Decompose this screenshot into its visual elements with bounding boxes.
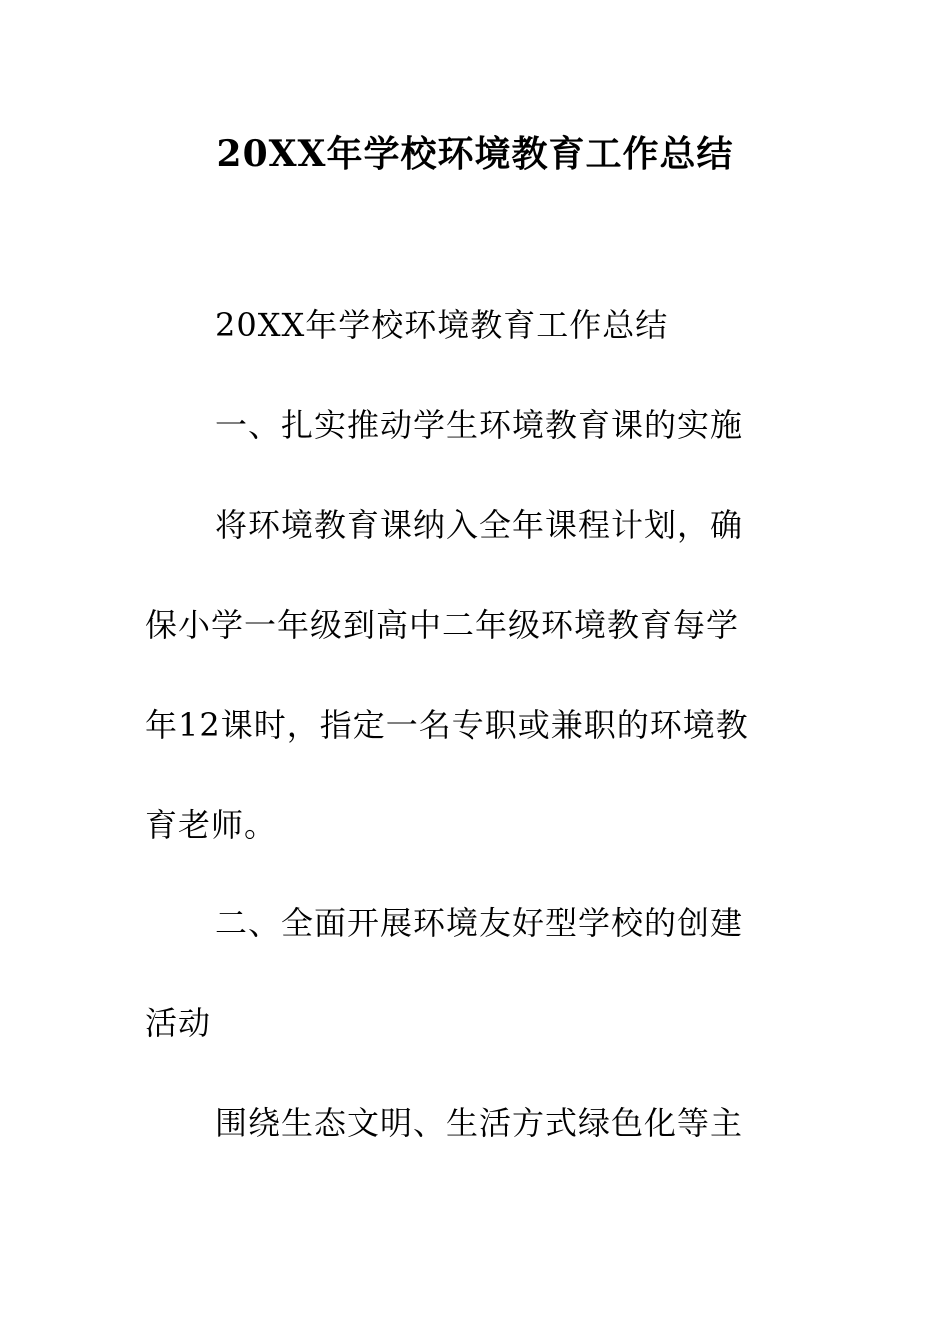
paragraph-line: 育老师。 (145, 806, 278, 844)
section-heading-1: 一、扎实推动学生环境教育课的实施 (215, 406, 744, 444)
section-heading-2: 二、全面开展环境友好型学校的创建 (215, 904, 744, 942)
document-title: 20XX年学校环境教育工作总结 (216, 133, 734, 175)
paragraph-line: 围绕生态文明、生活方式绿色化等主 (215, 1104, 744, 1142)
paragraph-line: 年12课时，指定一名专职或兼职的环境教 (145, 706, 749, 744)
paragraph-heading: 20XX年学校环境教育工作总结 (215, 306, 669, 344)
section-heading-2-continuation: 活动 (145, 1004, 212, 1042)
paragraph-line: 保小学一年级到高中二年级环境教育每学 (145, 606, 740, 644)
paragraph-line: 将环境教育课纳入全年课程计划，确 (215, 506, 744, 544)
